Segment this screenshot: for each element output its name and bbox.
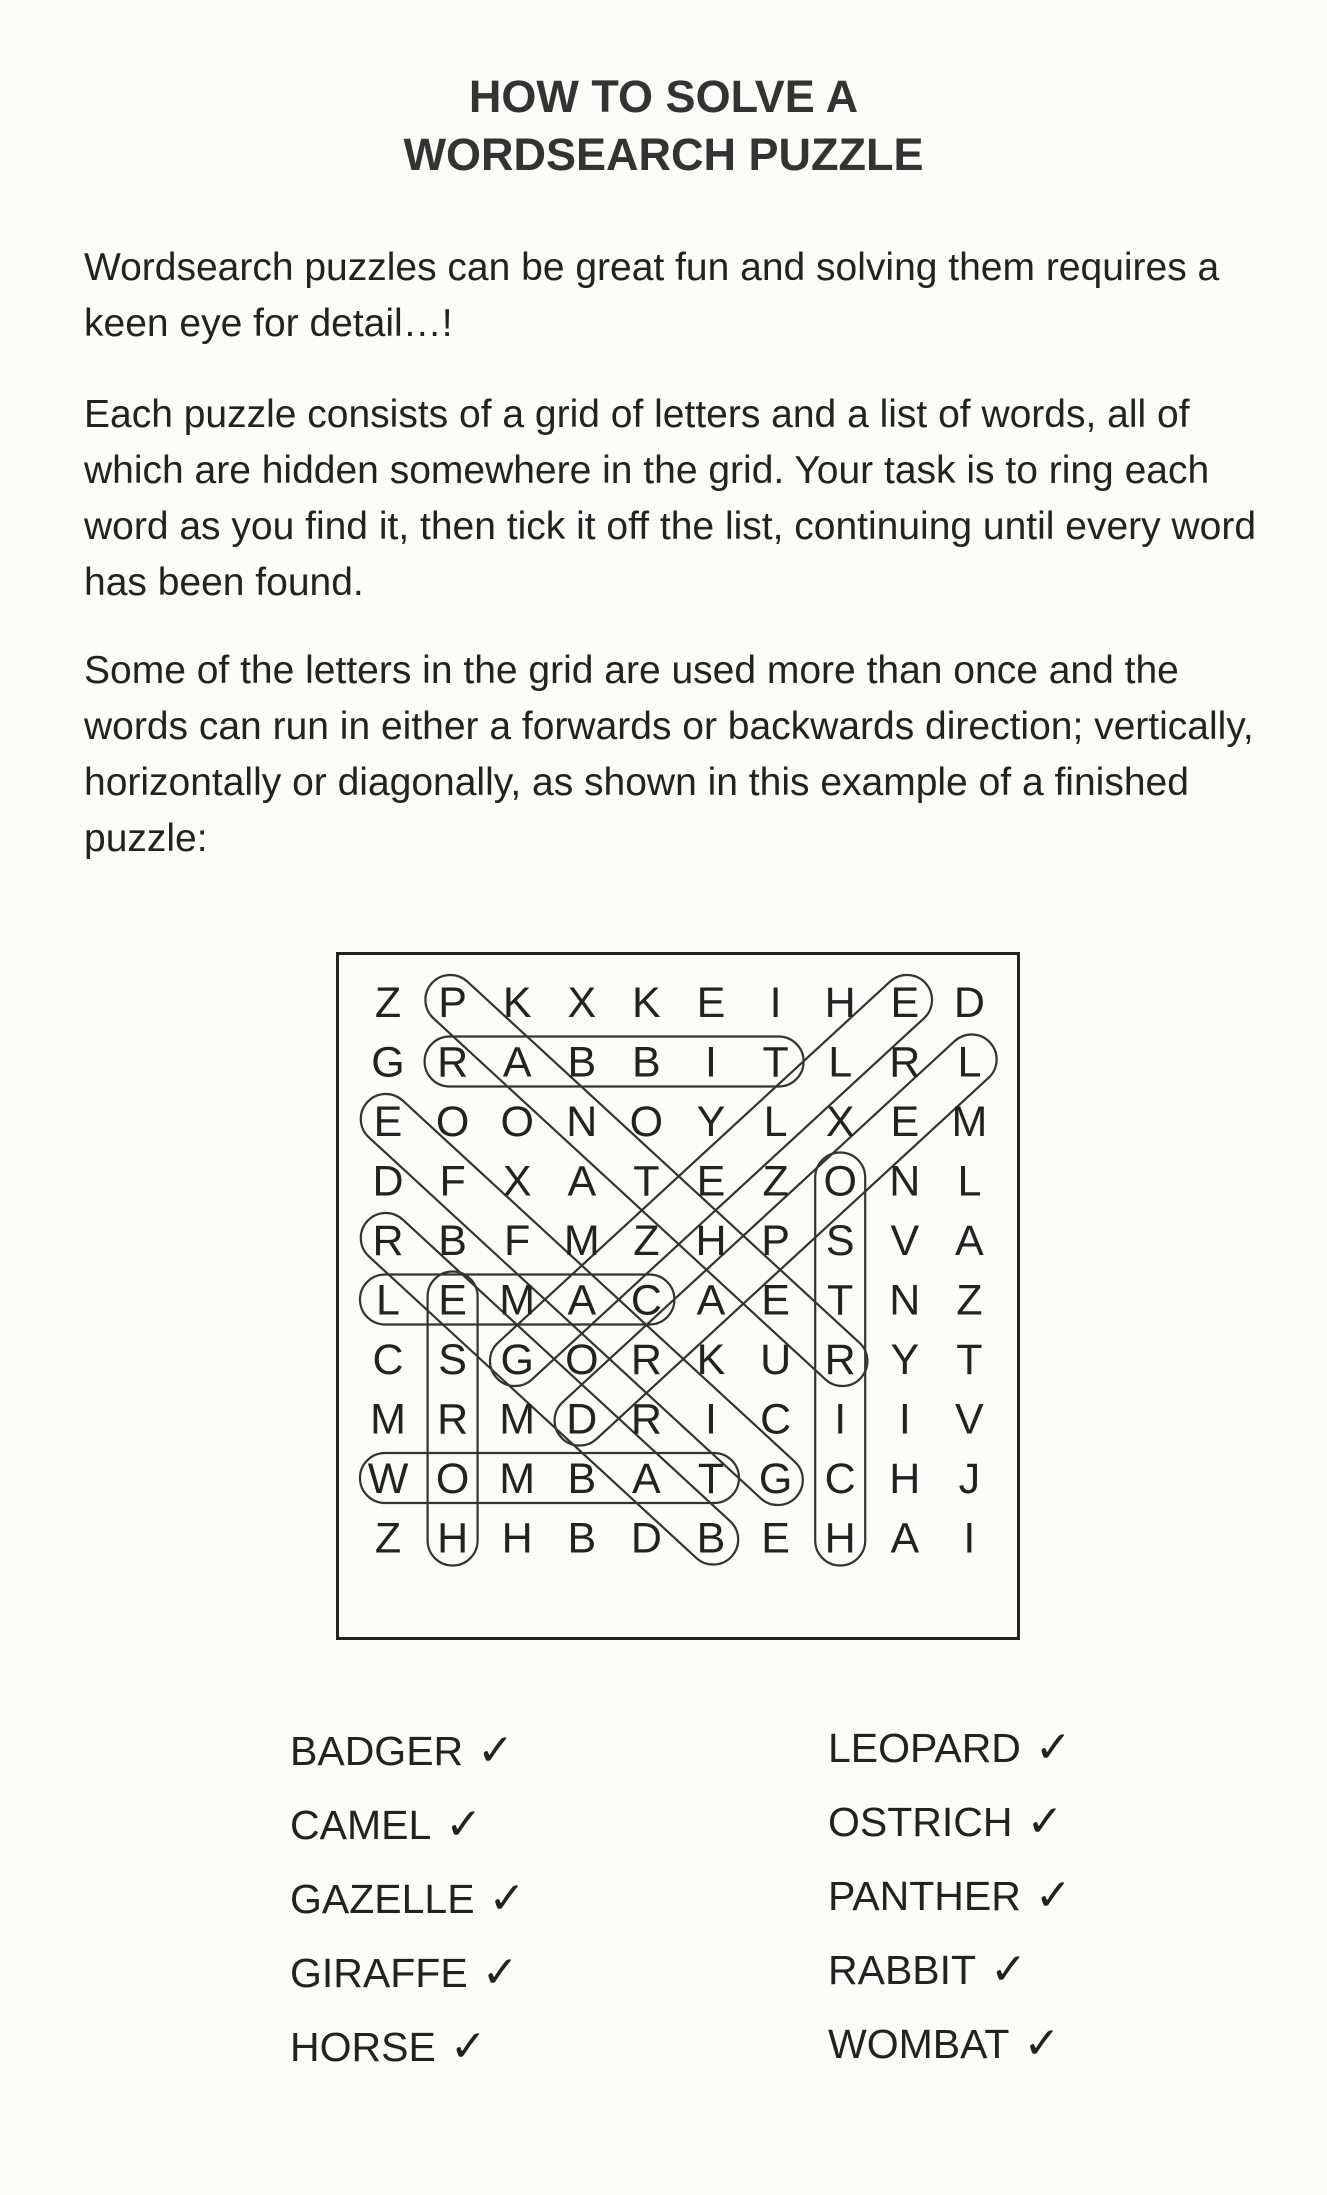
grid-letter: O — [629, 1098, 664, 1146]
grid-letter: V — [890, 1217, 920, 1265]
checkmark-icon: ✓ — [488, 1873, 526, 1924]
word-list-right — [828, 1711, 1072, 2081]
wordsearch-grid — [336, 952, 1020, 1640]
grid-letter: Y — [890, 1336, 920, 1384]
grid-letter: D — [566, 1395, 598, 1444]
grid-letter: H — [889, 1455, 921, 1503]
grid-letter: R — [889, 1038, 921, 1087]
word-label: GAZELLE — [290, 1876, 475, 1922]
checkmark-icon: ✓ — [449, 2021, 487, 2072]
grid-letter: H — [695, 1217, 727, 1265]
page-title-line-2: WORDSEARCH PUZZLE — [403, 129, 924, 180]
grid-letter: I — [705, 1395, 717, 1444]
grid-letter: E — [438, 1276, 467, 1325]
grid-letter: C — [760, 1395, 792, 1444]
grid-letter: T — [956, 1336, 983, 1384]
grid-letter: H — [824, 1514, 856, 1563]
word-label: BADGER — [290, 1728, 464, 1774]
grid-letter: I — [834, 1395, 847, 1444]
grid-letter: I — [769, 979, 782, 1027]
grid-letter: E — [373, 1098, 403, 1146]
grid-letter: S — [438, 1336, 467, 1384]
grid-letter: B — [696, 1514, 726, 1563]
grid-letter: X — [825, 1098, 855, 1146]
grid-letter: C — [630, 1276, 662, 1325]
grid-letter: P — [761, 1217, 790, 1265]
grid-letter: L — [763, 1098, 788, 1146]
grid-letter: R — [630, 1336, 662, 1384]
grid-letter: L — [828, 1038, 853, 1087]
grid-letter: N — [566, 1098, 598, 1146]
grid-letter: E — [890, 979, 920, 1027]
grid-letter: W — [367, 1455, 409, 1503]
grid-letter: T — [827, 1276, 854, 1325]
grid-letter: D — [372, 1157, 404, 1206]
grid-letter: K — [502, 979, 532, 1027]
grid-letter: P — [438, 979, 467, 1027]
word-label: GIRAFFE — [290, 1950, 468, 1996]
checkmark-icon: ✓ — [1026, 1796, 1064, 1847]
grid-letter: I — [963, 1514, 976, 1563]
grid-letter: X — [502, 1157, 532, 1206]
grid-letter: X — [567, 979, 597, 1027]
grid-letter: E — [890, 1098, 920, 1146]
grid-letter: I — [705, 1038, 717, 1087]
grid-letter: C — [372, 1336, 404, 1384]
instructions-paragraph: Each puzzle consists of a grid of letters and a list of words, all of which are hidden somewhere in the grid. Your task is to ring each word as you find it, then tick it off the list, continuing until every word has been found. — [84, 393, 1257, 604]
grid-letter: F — [504, 1217, 531, 1265]
grid-letter: K — [696, 1336, 726, 1384]
grid-letter: A — [890, 1514, 920, 1563]
grid-letter: A — [502, 1038, 532, 1087]
grid-letter: H — [501, 1514, 533, 1563]
grid-letter: U — [760, 1336, 792, 1384]
word-label: HORSE — [290, 2024, 436, 2070]
grid-letter: C — [824, 1455, 856, 1503]
grid-letter: T — [762, 1038, 789, 1087]
checkmark-icon: ✓ — [481, 1947, 519, 1998]
grid-letter: K — [632, 979, 661, 1027]
grid-letter: B — [567, 1455, 597, 1503]
word-list-item — [828, 1785, 1072, 1859]
grid-letter: L — [957, 1157, 982, 1206]
word-list-item — [290, 1788, 525, 1862]
grid-letter: Z — [633, 1217, 660, 1265]
grid-letter: F — [439, 1157, 466, 1206]
grid-letter: B — [567, 1514, 597, 1563]
word-list-left — [290, 1714, 525, 2084]
grid-letter: E — [761, 1276, 790, 1325]
grid-letter: Z — [762, 1157, 789, 1206]
word-list-item — [828, 1859, 1072, 1933]
grid-letter: O — [435, 1098, 470, 1146]
word-list-item — [290, 1936, 525, 2010]
grid-letter: R — [437, 1395, 469, 1444]
grid-letter: H — [437, 1514, 469, 1563]
checkmark-icon: ✓ — [1034, 1870, 1072, 1921]
grid-letter: Z — [374, 1514, 402, 1563]
grid-letter: B — [632, 1038, 661, 1087]
grid-letter: B — [438, 1217, 467, 1265]
grid-letter: E — [696, 979, 726, 1027]
word-label: OSTRICH — [828, 1799, 1013, 1845]
grid-letter: M — [499, 1276, 536, 1325]
grid-letter: Z — [374, 979, 402, 1027]
grid-letter: V — [955, 1395, 984, 1444]
checkmark-icon: ✓ — [990, 1944, 1027, 1995]
grid-letter: O — [565, 1336, 599, 1384]
word-label: WOMBAT — [828, 2021, 1010, 2067]
grid-letter: Z — [956, 1276, 983, 1325]
grid-letter: T — [633, 1157, 660, 1206]
grid-letter: Y — [696, 1098, 726, 1146]
grid-letter: R — [372, 1217, 404, 1265]
grid-letter: L — [957, 1038, 982, 1087]
checkmark-icon: ✓ — [445, 1799, 483, 1850]
grid-letter: A — [567, 1276, 597, 1325]
direction-paragraph: Some of the letters in the grid are used more than once and the words can run in either a forwards or backwards direction; vertically, horizontally or diagonally, as shown in this example of a finished puzzle: — [84, 649, 1254, 860]
grid-letter: E — [696, 1157, 726, 1206]
grid-letter: S — [825, 1217, 855, 1265]
grid-letter: O — [435, 1455, 470, 1503]
intro-paragraph: Wordsearch puzzles can be great fun and solving them requires a keen eye for detail…! — [84, 246, 1220, 345]
word-label: LEOPARD — [828, 1725, 1021, 1771]
grid-letter: M — [499, 1395, 536, 1444]
word-label: RABBIT — [828, 1947, 977, 1993]
page-title-line-1: HOW TO SOLVE A — [468, 71, 859, 122]
grid-letter: R — [630, 1395, 662, 1444]
grid-letter: A — [567, 1157, 597, 1206]
grid-letter: M — [951, 1098, 988, 1146]
grid-letter: M — [370, 1395, 406, 1444]
word-list-item — [290, 1862, 525, 1936]
word-list-item — [290, 2010, 525, 2084]
grid-letter: I — [898, 1395, 911, 1444]
grid-letter: A — [696, 1276, 726, 1325]
word-list-item — [290, 1714, 525, 1788]
word-list-item — [828, 1711, 1072, 1785]
word-list-item — [828, 2007, 1072, 2081]
grid-letter: R — [437, 1038, 469, 1087]
grid-letter: M — [499, 1455, 536, 1503]
word-list-item — [828, 1933, 1072, 2007]
word-label: CAMEL — [290, 1802, 432, 1848]
grid-letter: H — [824, 979, 856, 1027]
checkmark-icon: ✓ — [477, 1725, 515, 1776]
checkmark-icon: ✓ — [1023, 2018, 1061, 2069]
grid-letter: M — [563, 1217, 600, 1265]
grid-letter: J — [958, 1455, 981, 1503]
word-ring-badger — [350, 1203, 748, 1575]
grid-letter: G — [758, 1455, 793, 1503]
grid-letter: R — [824, 1336, 856, 1384]
grid-letter: N — [889, 1276, 921, 1325]
grid-letter: D — [630, 1514, 662, 1563]
grid-letter: G — [371, 1038, 405, 1087]
grid-letter: A — [632, 1455, 661, 1503]
grid-letter: B — [567, 1038, 597, 1087]
grid-letter: A — [955, 1217, 984, 1265]
grid-letter: N — [889, 1157, 921, 1206]
grid-letter: T — [697, 1455, 725, 1503]
grid-letter: O — [500, 1098, 534, 1146]
grid-letter: E — [761, 1514, 790, 1563]
grid-letter: O — [823, 1157, 857, 1206]
checkmark-icon: ✓ — [1034, 1722, 1072, 1773]
word-label: PANTHER — [828, 1873, 1021, 1919]
grid-letter: G — [500, 1336, 534, 1384]
grid-letter: L — [376, 1276, 400, 1325]
grid-letter: D — [953, 979, 985, 1027]
